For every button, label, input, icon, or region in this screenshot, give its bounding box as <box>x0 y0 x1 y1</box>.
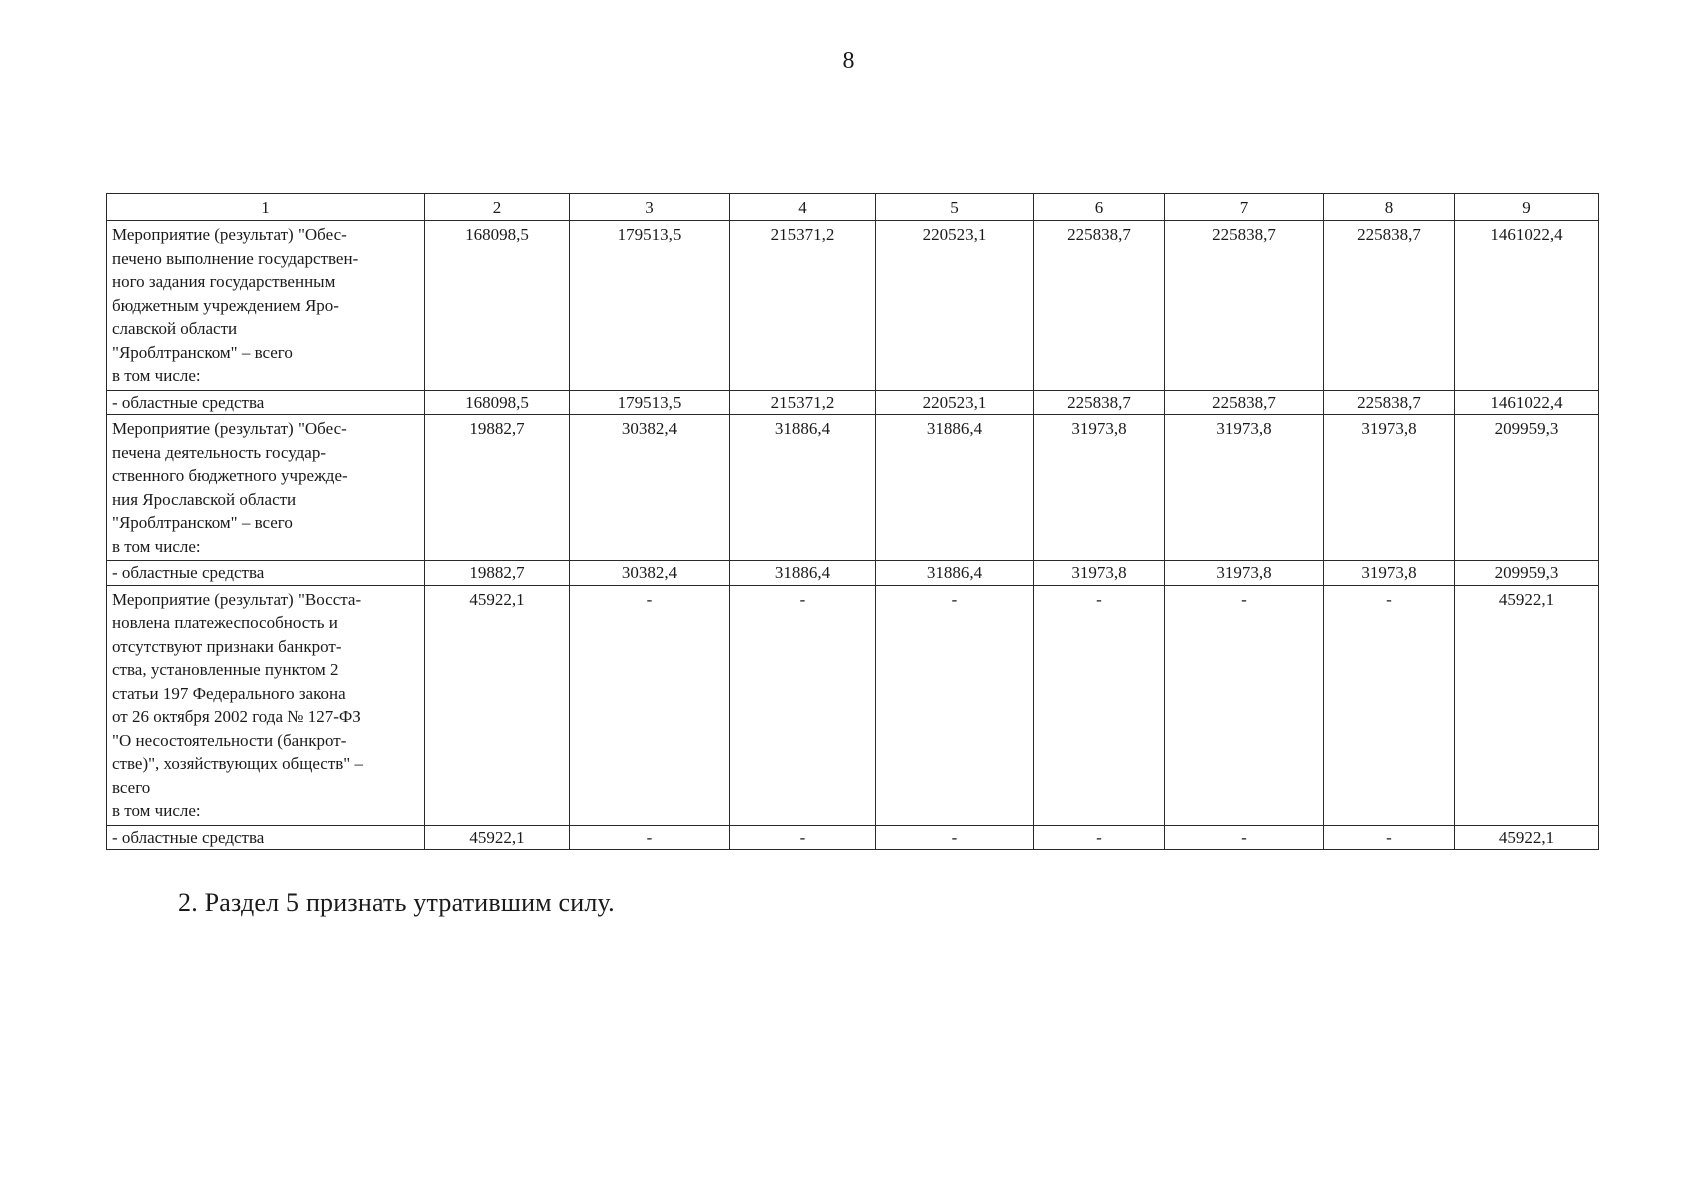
value-cell: - <box>730 585 876 825</box>
value-cell: 31973,8 <box>1034 561 1165 586</box>
value-cell: 45922,1 <box>425 825 570 850</box>
row-label: - областные средства <box>107 561 425 586</box>
value-cell: 168098,5 <box>425 221 570 391</box>
page-number: 8 <box>842 48 855 74</box>
table-header-row <box>107 194 1599 221</box>
value-cell: - <box>1165 585 1324 825</box>
value-cell: 1461022,4 <box>1455 390 1599 415</box>
value-cell: - <box>876 825 1034 850</box>
row-label: Мероприятие (результат) "Восста- новлена платежеспособность и отсутствуют признаки банкрот- ства, установленные пунктом 2 статьи 197 Федерального закона от 26 октября 2002 года № 127-ФЗ "О несостоятельности (банкрот- стве)", хозяйствующих обществ" – всего в том числе: <box>107 585 425 825</box>
table-row-regional-funds <box>107 390 1599 415</box>
value-cell: 179513,5 <box>570 221 730 391</box>
table-row-measure <box>107 221 1599 391</box>
value-cell: 215371,2 <box>730 221 876 391</box>
value-cell: - <box>1324 825 1455 850</box>
column-header: 6 <box>1034 194 1165 221</box>
value-cell: 19882,7 <box>425 561 570 586</box>
row-label: - областные средства <box>107 390 425 415</box>
value-cell: 45922,1 <box>1455 825 1599 850</box>
column-header: 2 <box>425 194 570 221</box>
value-cell: 168098,5 <box>425 390 570 415</box>
value-cell: 179513,5 <box>570 390 730 415</box>
value-cell: - <box>1034 825 1165 850</box>
value-cell: 220523,1 <box>876 221 1034 391</box>
row-label: - областные средства <box>107 825 425 850</box>
column-header: 1 <box>107 194 425 221</box>
value-cell: 225838,7 <box>1324 390 1455 415</box>
value-cell: - <box>570 585 730 825</box>
value-cell: 215371,2 <box>730 390 876 415</box>
value-cell: 225838,7 <box>1165 390 1324 415</box>
value-cell: 1461022,4 <box>1455 221 1599 391</box>
value-cell: 30382,4 <box>570 415 730 561</box>
column-header: 7 <box>1165 194 1324 221</box>
clause-text: 2. Раздел 5 признать утратившим силу. <box>178 888 615 917</box>
value-cell: 31973,8 <box>1324 561 1455 586</box>
table-row-regional-funds <box>107 825 1599 850</box>
value-cell: 225838,7 <box>1034 390 1165 415</box>
table-row-measure <box>107 585 1599 825</box>
value-cell: 31973,8 <box>1165 561 1324 586</box>
table-row-measure <box>107 415 1599 561</box>
column-header: 8 <box>1324 194 1455 221</box>
value-cell: - <box>1034 585 1165 825</box>
value-cell: 209959,3 <box>1455 561 1599 586</box>
value-cell: - <box>570 825 730 850</box>
budget-table <box>106 193 1599 850</box>
value-cell: 225838,7 <box>1165 221 1324 391</box>
value-cell: 31973,8 <box>1165 415 1324 561</box>
value-cell: 209959,3 <box>1455 415 1599 561</box>
table-row-regional-funds <box>107 561 1599 586</box>
column-header: 3 <box>570 194 730 221</box>
value-cell: 31886,4 <box>730 561 876 586</box>
value-cell: 30382,4 <box>570 561 730 586</box>
row-label: Мероприятие (результат) "Обес- печена деятельность государ- ственного бюджетного учрежде- ния Ярославской области "Яроблтранском" – всего в том числе: <box>107 415 425 561</box>
column-header: 5 <box>876 194 1034 221</box>
value-cell: 31886,4 <box>876 415 1034 561</box>
table-body <box>107 221 1599 850</box>
value-cell: - <box>1324 585 1455 825</box>
column-header: 9 <box>1455 194 1599 221</box>
value-cell: 45922,1 <box>1455 585 1599 825</box>
value-cell: - <box>730 825 876 850</box>
value-cell: 45922,1 <box>425 585 570 825</box>
value-cell: 220523,1 <box>876 390 1034 415</box>
value-cell: 31886,4 <box>876 561 1034 586</box>
value-cell: 19882,7 <box>425 415 570 561</box>
column-header: 4 <box>730 194 876 221</box>
value-cell: - <box>1165 825 1324 850</box>
value-cell: 225838,7 <box>1034 221 1165 391</box>
value-cell: 31973,8 <box>1324 415 1455 561</box>
value-cell: 225838,7 <box>1324 221 1455 391</box>
value-cell: - <box>876 585 1034 825</box>
value-cell: 31886,4 <box>730 415 876 561</box>
row-label: Мероприятие (результат) "Обес- печено выполнение государствен- ного задания государственным бюджетным учреждением Яро- славской области "Яроблтранском" – всего в том числе: <box>107 221 425 391</box>
value-cell: 31973,8 <box>1034 415 1165 561</box>
